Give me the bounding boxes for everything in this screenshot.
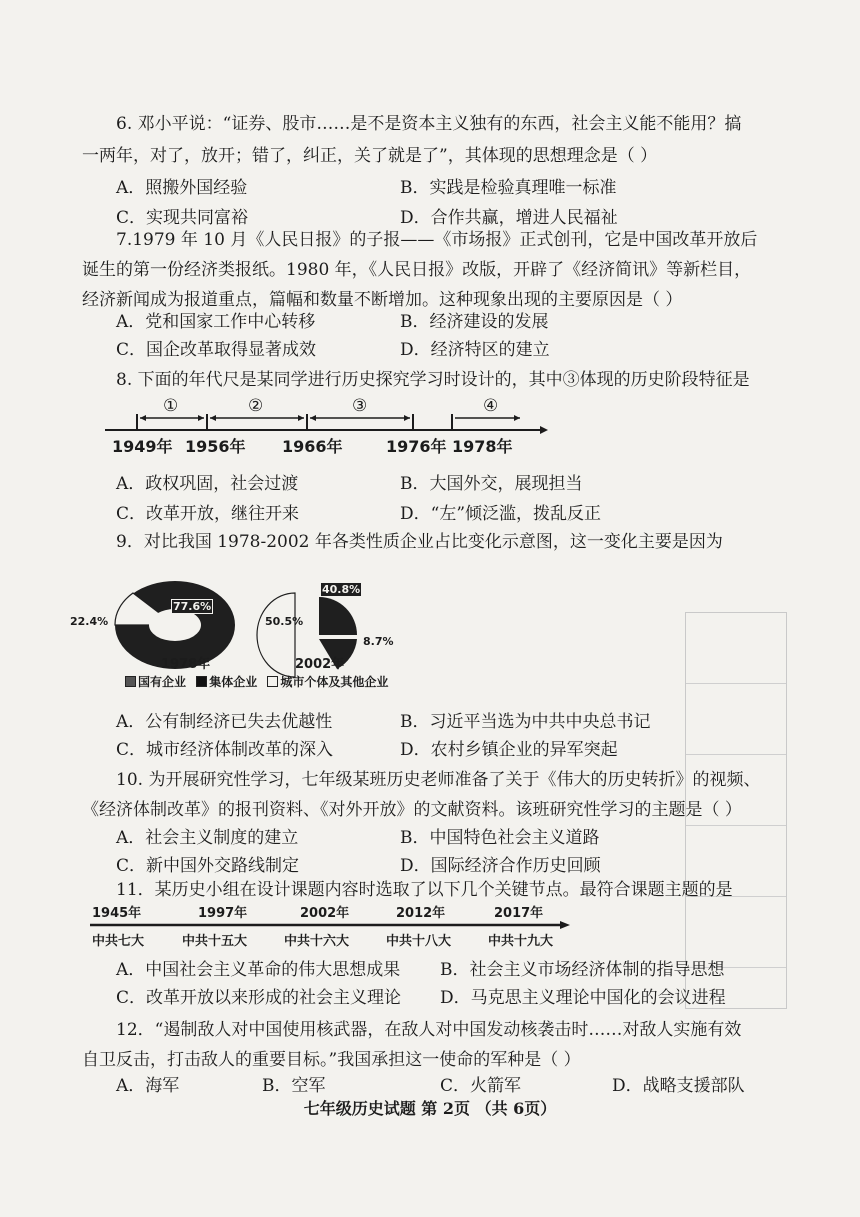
timeline-year-1966: 1966年 — [282, 437, 343, 456]
congress-year-2012: 2012年 — [396, 906, 446, 921]
pie-1978-label-collective: 22.4% — [70, 615, 109, 628]
page-footer: 七年级历史试题 第 2页 （共 6页） — [303, 1099, 557, 1118]
question-10-option-c[interactable]: C．新中国外交路线制定 — [116, 856, 300, 876]
congress-timeline — [90, 902, 750, 950]
question-7-option-b[interactable]: B．经济建设的发展 — [400, 312, 549, 332]
congress-19th: 中共十九大 — [488, 934, 554, 949]
congress-year-2017: 2017年 — [494, 906, 544, 921]
question-11-option-c[interactable]: C．改革开放以来形成的社会主义理论 — [116, 988, 402, 1008]
question-10-option-d[interactable]: D．国际经济合作历史回顾 — [400, 856, 601, 876]
question-6-option-a[interactable]: A．照搬外国经验 — [116, 178, 248, 198]
chart-legend — [125, 673, 394, 690]
question-12-option-c[interactable]: C．火箭军 — [440, 1076, 522, 1096]
question-12-option-b[interactable]: B．空军 — [262, 1076, 326, 1096]
pie-2002-label-collective: 8.7% — [363, 635, 394, 648]
timeline-mark-4: ④ — [483, 396, 499, 416]
question-12-stem-line-2: 自卫反击，打击敌人的重要目标。”我国承担这一使命的军种是（ ） — [82, 1050, 581, 1070]
question-6-option-c[interactable]: C．实现共同富裕 — [116, 208, 249, 228]
question-6-stem-line-1: 6. 邓小平说：“证券、股市……是不是资本主义独有的东西，社会主义能不能用？搞 — [116, 114, 742, 134]
pie-1978-title: 1978年 — [161, 657, 211, 672]
question-7-option-d[interactable]: D．经济特区的建立 — [400, 340, 550, 360]
question-12-option-d[interactable]: D．战略支援部队 — [612, 1076, 745, 1096]
era-timeline — [100, 392, 550, 462]
question-10-stem-line-2: 《经济体制改革》的报刊资料、《对外开放》的文献资料。该班研究性学习的主题是（ ） — [82, 800, 742, 820]
timeline-mark-3: ③ — [352, 396, 368, 416]
question-11-option-a[interactable]: A．中国社会主义革命的伟大思想成果 — [116, 960, 401, 980]
congress-year-2002: 2002年 — [300, 906, 350, 921]
pie-2002-title: 2002年 — [295, 657, 345, 672]
question-8-option-b[interactable]: B．大国外交，展现担当 — [400, 474, 583, 494]
question-10-option-b[interactable]: B．中国特色社会主义道路 — [400, 828, 600, 848]
question-6-option-b[interactable]: B．实践是检验真理唯一标准 — [400, 178, 617, 198]
question-6-stem-line-2: 一两年，对了，放开；错了，纠正，关了就是了”，其体现的思想理念是（ ） — [82, 146, 658, 166]
timeline-year-1976: 1976年 — [386, 437, 447, 456]
question-9-option-b[interactable]: B．习近平当选为中共中央总书记 — [400, 712, 651, 732]
question-11-option-b[interactable]: B．社会主义市场经济体制的指导思想 — [440, 960, 725, 980]
question-8-option-d[interactable]: D．“左”倾泛滥，拨乱反正 — [400, 504, 602, 524]
timeline-mark-1: ① — [163, 396, 179, 416]
congress-18th: 中共十八大 — [386, 934, 452, 949]
question-7-stem-line-3: 经济新闻成为报道重点，篇幅和数量不断增加。这种现象出现的主要原因是（ ） — [82, 290, 683, 310]
pie-2002-label-state: 40.8% — [322, 583, 361, 596]
congress-16th: 中共十六大 — [284, 934, 350, 949]
question-9-option-a[interactable]: A．公有制经济已失去优越性 — [116, 712, 333, 732]
question-11-stem-line-1: 11．某历史小组在设计课题内容时选取了以下几个关键节点。最符合课题主题的是 — [116, 880, 733, 900]
question-9-option-d[interactable]: D．农村乡镇企业的异军突起 — [400, 740, 618, 760]
question-8-option-a[interactable]: A．政权巩固，社会过渡 — [116, 474, 299, 494]
congress-15th: 中共十五大 — [182, 934, 248, 949]
question-10-option-a[interactable]: A．社会主义制度的建立 — [116, 828, 299, 848]
question-7-stem-line-2: 诞生的第一份经济类报纸。1980 年，《人民日报》改版，开辟了《经济简讯》等新栏目， — [82, 260, 752, 280]
timeline-mark-2: ② — [248, 396, 264, 416]
legend-item-collective: 集体企业 — [196, 675, 257, 689]
question-12-stem-line-1: 12．“遏制敌人对中国使用核武器，在敌人对中国发动核袭击时……对敌人实施有效 — [116, 1020, 742, 1040]
congress-year-1997: 1997年 — [198, 906, 248, 921]
timeline-year-1949: 1949年 — [112, 437, 173, 456]
pie-2002-slice-private — [257, 593, 295, 677]
pie-2002-label-private: 50.5% — [265, 615, 304, 628]
question-10-stem-line-1: 10. 为开展研究性学习，七年级某班历史老师准备了关于《伟大的历史转折》的视频、 — [116, 770, 761, 790]
pie-1978-label-state: 77.6% — [173, 600, 212, 613]
legend-item-private: 城市个体及其他企业 — [267, 675, 388, 689]
question-6-option-d[interactable]: D．合作共赢，增进人民福祉 — [400, 208, 618, 228]
question-7-option-a[interactable]: A．党和国家工作中心转移 — [116, 312, 316, 332]
question-8-option-c[interactable]: C．改革开放，继往开来 — [116, 504, 300, 524]
timeline-year-1956: 1956年 — [185, 437, 246, 456]
congress-7th: 中共七大 — [92, 934, 145, 949]
question-8-stem-line-1: 8. 下面的年代尺是某同学进行历史探究学习时设计的，其中③体现的历史阶段特征是 — [116, 370, 750, 390]
question-7-stem-line-1: 7.1979 年 10 月《人民日报》的子报——《市场报》正式创刊，它是中国改革开放后 — [116, 230, 758, 250]
legend-item-state: 国有企业 — [125, 675, 186, 689]
congress-year-1945: 1945年 — [92, 906, 142, 921]
question-12-option-a[interactable]: A．海军 — [116, 1076, 180, 1096]
question-7-option-c[interactable]: C．国企改革取得显著成效 — [116, 340, 317, 360]
timeline-year-1978: 1978年 — [452, 437, 513, 456]
pie-2002-slice-state — [319, 597, 357, 635]
question-9-option-c[interactable]: C．城市经济体制改革的深入 — [116, 740, 334, 760]
question-11-option-d[interactable]: D．马克思主义理论中国化的会议进程 — [440, 988, 726, 1008]
question-9-stem-line-1: 9．对比我国 1978-2002 年各类性质企业占比变化示意图，这一变化主要是因为 — [116, 532, 723, 552]
